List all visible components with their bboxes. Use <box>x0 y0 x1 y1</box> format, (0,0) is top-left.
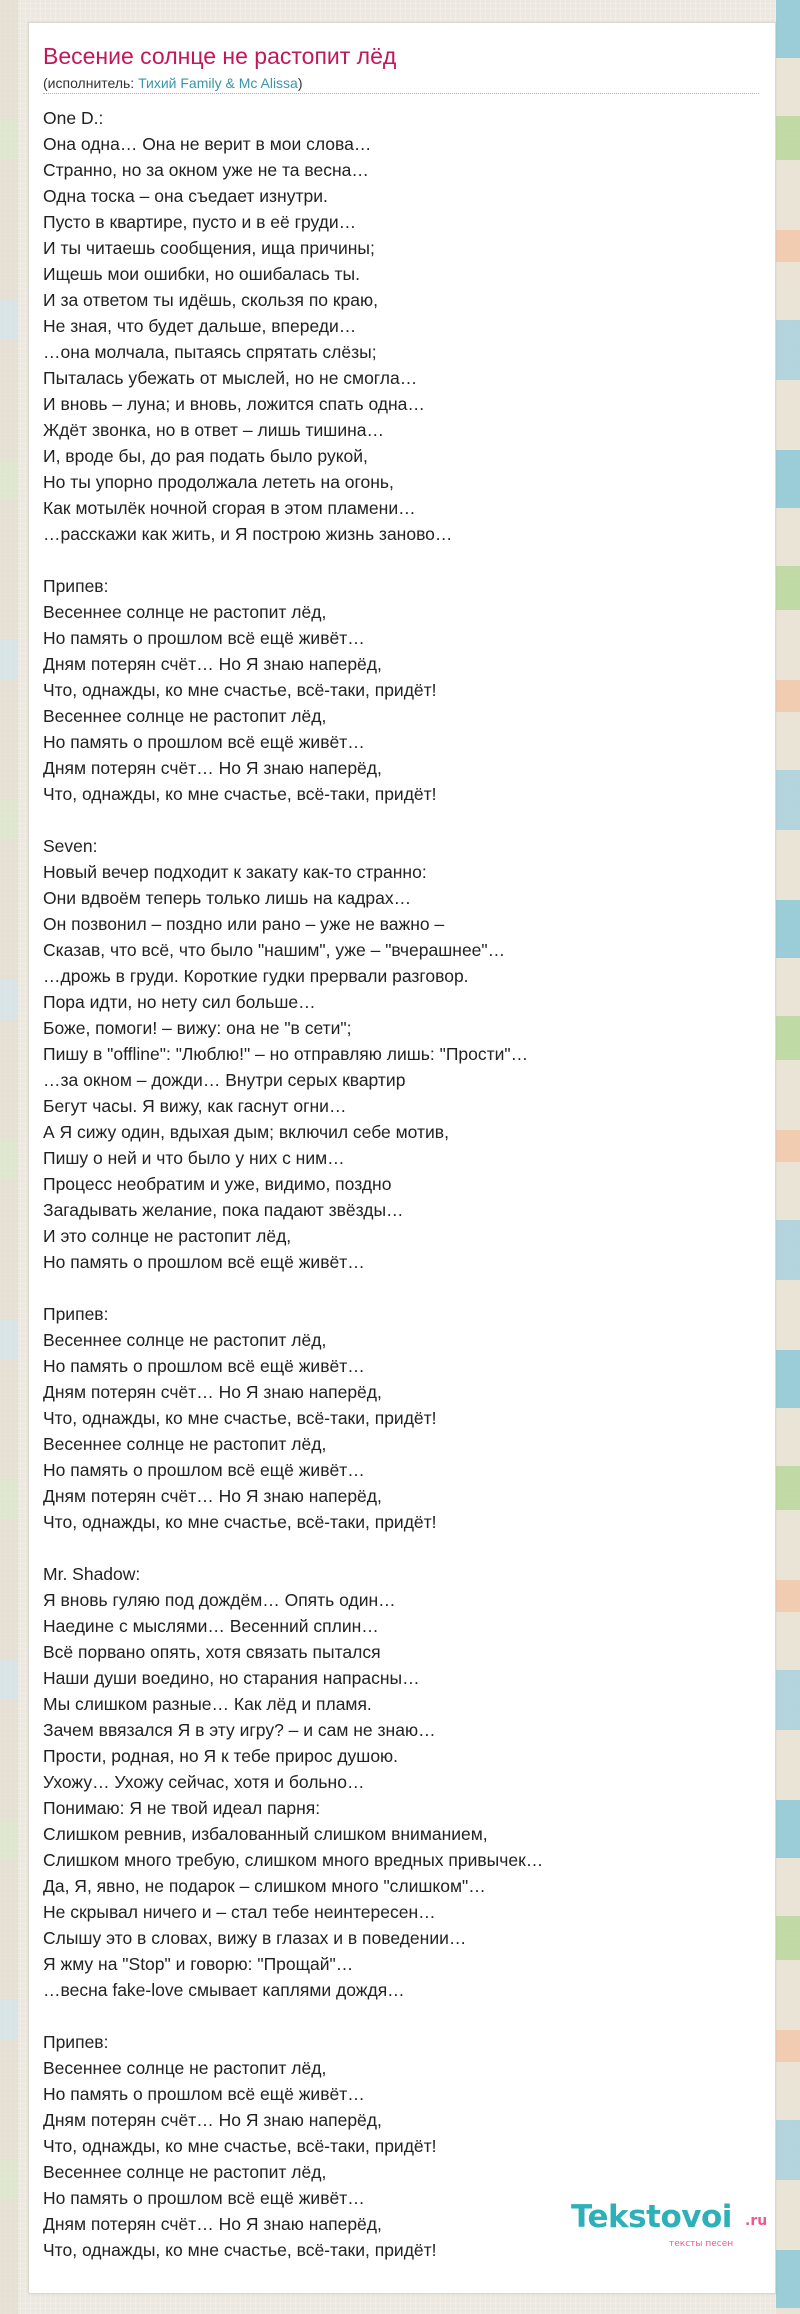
dotted-divider <box>43 93 759 94</box>
logo-wordmark: Tekstovoi <box>571 2199 732 2235</box>
performer-prefix: (исполнитель: <box>43 75 139 91</box>
song-title: Весение солнце не растопит лёд <box>43 43 397 69</box>
logo-domain: .ru <box>745 2213 768 2229</box>
logo-tagline: тексты песен <box>669 2239 734 2249</box>
artist-link[interactable]: Тихий Family & Mc Alissa <box>138 75 298 91</box>
lyrics-card <box>28 22 776 2294</box>
background-stripe-right <box>776 0 800 2314</box>
site-logo[interactable] <box>571 2199 771 2259</box>
background-stripe-left <box>0 0 18 2314</box>
performer-line <box>43 75 303 91</box>
performer-suffix: ) <box>297 75 303 91</box>
lyrics-text: One D.: Она одна… Она не верит в мои слова… Странно, но за окном уже не та весна… Одна тоска – она съедает изнутри. Пусто в квартире, пусто и в её груди… И ты читаешь сообщения, ища причины; Ищешь мои ошибки, но ошибалась ты. И за ответом ты идёшь, скользя по краю, Не зная, что будет дальше, впереди… …она молчала, пытаясь спрятать слёзы; Пыталась убежать от мыслей, но не смогла… И вновь – луна; и вновь, ложится спать одна… Ждёт звонка, но в ответ – лишь тишина… И, вроде бы, до рая подать было рукой, Но ты упорно продолжала лететь на огонь, Как мотылёк ночной сгорая в этом пламени… …расскажи как жить, и Я построю жизнь заново… Припев: Весеннее солнце не растопит лёд, Но память о прошлом всё ещё живёт… Дням потерян счёт… Но Я знаю наперёд, Что, однажды, ко мне счастье, всё-таки, придёт! Весеннее солнце не растопит лёд, Но память о прошлом всё ещё живёт… Дням потерян счёт… Но Я знаю наперёд, Что, однажды, ко мне счастье, всё-таки, придёт! Seven: Новый вечер подходит к закату как-то странно: Они вдвоём теперь только лишь на кадрах… Он позвонил – поздно или рано – уже не важно – Сказав, что всё, что было "нашим", уже – "вчерашнее"… …дрожь в груди. Короткие гудки прервали разговор. Пора идти, но нету сил больше… Боже, помоги! – вижу: она не "в сети"; Пишу в "offline": "Люблю!" – но отправляю лишь: "Прости"… …за окном – дожди… Внутри серых квартир Бегут часы. Я вижу, как гаснут огни… А Я сижу один, вдыхая дым; включил себе мотив, Пишу о ней и что было у них с ним… Процесс необратим и уже, видимо, поздно Загадывать желание, пока падают звёзды… И это солнце не растопит лёд, Но память о прошлом всё ещё живёт… Припев: Весеннее солнце не растопит лёд, Но память о прошлом всё ещё живёт… Дням потерян счёт… Но Я знаю наперёд, Что, однажды, ко мне счастье, всё-таки, придёт! Весеннее солнце не растопит лёд, Но память о прошлом всё ещё живёт… Дням потерян счёт… Но Я знаю наперёд, Что, однажды, ко мне счастье, всё-таки, придёт! Mr. Shadow: Я вновь гуляю под дождём… Опять один… Наедине с мыслями… Весенний сплин… Всё порвано опять, хотя связать пытался Наши души воедино, но старания напрасны… Мы слишком разные… Как лёд и пламя. Зачем ввязался Я в эту игру? – и сам не знаю… Прости, родная, но Я к тебе прирос душою. Ухожу… Ухожу сейчас, хотя и больно… Понимаю: Я не твой идеал парня: Слишком ревнив, избалованный слишком вниманием, Слишком много требую, слишком много вредных привычек… Да, Я, явно, не подарок – слишком много "слишком"… Не скрывал ничего и – стал тебе неинтересен… Слышу это в словах, вижу в глазах и в поведении… Я жму на "Stop" и говорю: "Прощай"… …весна fake-love смывает каплями дождя… Припев: Весеннее солнце не растопит лёд, Но память о прошлом всё ещё живёт… Дням потерян счёт… Но Я знаю наперёд, Что, однажды, ко мне счастье, всё-таки, придёт! Весеннее солнце не растопит лёд, Но память о прошлом всё ещё живёт… Дням потерян счёт… Но Я знаю наперёд, Что, однажды, ко мне счастье, всё-таки, придёт! <box>43 108 544 2260</box>
